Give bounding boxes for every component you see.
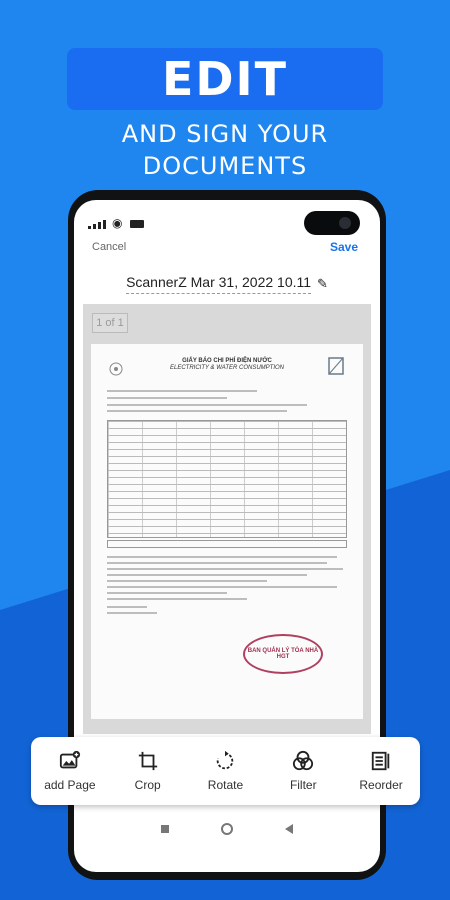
scan-text-line (107, 390, 257, 392)
subheadline-line-2: DOCUMENTS (142, 152, 308, 180)
page-indicator: 1 of 1 (92, 313, 128, 333)
back-icon[interactable] (285, 824, 293, 834)
scan-text-line (107, 556, 337, 558)
crop-icon (137, 750, 159, 772)
add-page-label: add Page (44, 778, 96, 792)
pencil-icon[interactable]: ✎ (317, 276, 328, 291)
scan-text-line (107, 568, 343, 570)
signal-icon (88, 220, 106, 229)
scanned-page[interactable] (91, 344, 363, 719)
wifi-icon: ◉ (112, 216, 123, 230)
recent-apps-icon[interactable] (161, 825, 169, 833)
crop-button[interactable] (112, 750, 184, 792)
filter-label: Filter (289, 778, 317, 792)
headline-banner (67, 48, 383, 110)
system-nav-bar (74, 815, 380, 843)
status-bar (74, 200, 380, 234)
scan-text-line (107, 612, 157, 614)
scan-text-line (107, 410, 287, 412)
battery-icon (130, 220, 144, 228)
rotate-icon (214, 750, 236, 772)
save-button[interactable]: Save (329, 240, 358, 254)
scan-text-line (107, 574, 307, 576)
scan-subheading: ELECTRICITY & WATER CONSUMPTION (169, 365, 284, 371)
scan-table (107, 420, 347, 538)
headline: EDIT (161, 52, 289, 106)
subheadline-line-1: AND SIGN YOUR (121, 120, 329, 148)
filter-button[interactable] (267, 750, 339, 792)
scan-text-line (107, 598, 247, 600)
scan-text-line (107, 586, 337, 588)
add-photo-icon (59, 750, 81, 772)
rotate-label: Rotate (207, 778, 244, 792)
add-page-button[interactable] (34, 750, 106, 792)
rotate-button[interactable] (189, 750, 261, 792)
scan-text-line (107, 404, 307, 406)
scan-total-row (107, 540, 347, 548)
reorder-label: Reorder (359, 778, 403, 792)
scan-heading: GIẤY BÁO CHI PHÍ ĐIỆN NƯỚC (182, 358, 272, 364)
reorder-icon (370, 750, 392, 772)
signature-stamp: BAN QUẢN LÝ TÒA NHÀ HGT (243, 634, 323, 674)
document-title-row[interactable] (74, 274, 380, 294)
scan-text-line (107, 580, 267, 582)
document-title[interactable]: ScannerZ Mar 31, 2022 10.11 (126, 274, 311, 294)
filter-icon (292, 750, 314, 772)
crop-label: Crop (134, 778, 161, 792)
reorder-button[interactable] (345, 750, 417, 792)
cancel-button[interactable]: Cancel (92, 241, 127, 253)
scan-text-line (107, 606, 147, 608)
home-icon[interactable] (221, 823, 233, 835)
edit-toolbar (31, 737, 420, 805)
scan-text-line (107, 562, 327, 564)
scan-text-line (107, 592, 227, 594)
scan-text-line (107, 397, 227, 399)
camera-cutout (304, 211, 360, 235)
document-preview-area (83, 304, 371, 734)
